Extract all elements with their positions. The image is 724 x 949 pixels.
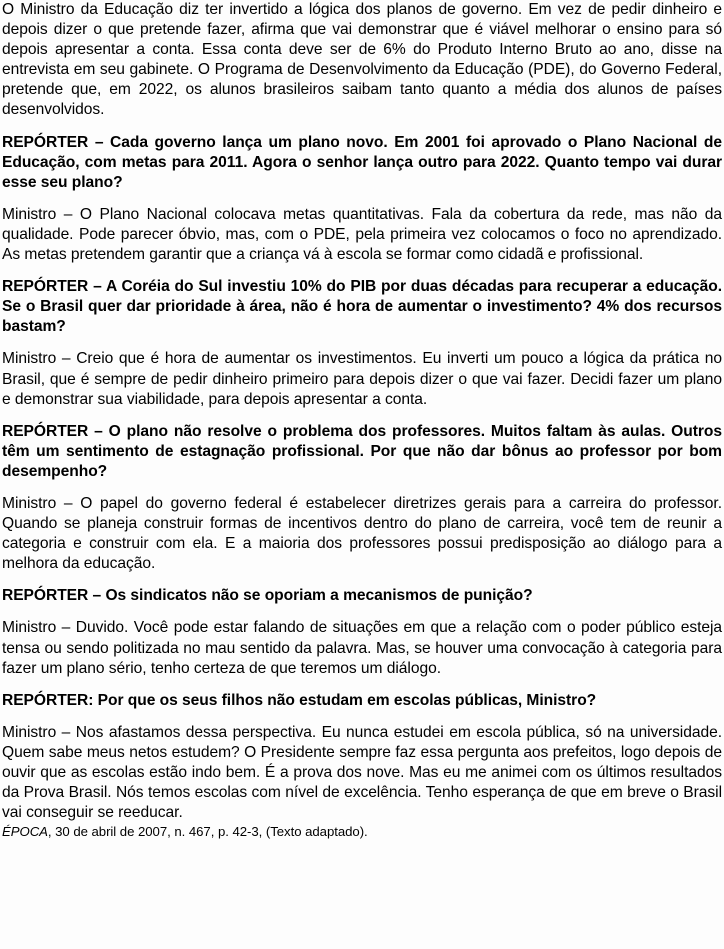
source-details: , 30 de abril de 2007, n. 467, p. 42-3, (Texto adaptado). <box>47 824 368 840</box>
paragraph-text: O Ministro da Educação diz ter invertido a lógica dos planos de governo. Em vez de pedir dinheiro e depois dizer o que pretende fazer, afirma que vai demonstrar que é viável melhorar o ensino para só depois apresentar a conta. Essa conta deve ser de 6% do Produto Interno Bruto ao ano, disse na entrevista em seu gabinete. O Programa de Desenvolvimento da Educação (PDE), do Governo Federal, pretende que, em 2022, os alunos brasileiros saibam tanto quanto a média dos alunos de países desenvolvidos. <box>2 1 722 119</box>
paragraph-text: O plano não resolve o problema dos professores. Muitos faltam às aulas. Outros têm um sentimento de estagnação profissional. Por que não dar bônus ao professor por bom desempenho? <box>2 422 722 480</box>
paragraph-text: Nos afastamos dessa perspectiva. Eu nunca estudei em escola pública, só na universidade. Quem sabe meus netos estudem? O Presidente sempre faz essa pergunta aos prefeitos, logo depois de ouvir que as escolas estão indo bem. É a prova dos nove. Mas eu me animei com os últimos resultados da Prova Brasil. Nós temos escolas com nível de excelência. Tenho esperança de que em breve o Brasil vai conseguir se reeducar. <box>2 723 722 822</box>
paragraph-text: A Coréia do Sul investiu 10% do PIB por duas décadas para recuperar a educação. Se o Brasil quer dar prioridade à área, não é hora de aumentar o investimento? 4% dos recursos bastam? <box>2 278 722 336</box>
paragraph-text: Por que os seus filhos não estudam em escolas públicas, Ministro? <box>97 691 597 709</box>
speaker-label: REPÓRTER – <box>2 278 106 296</box>
source-citation <box>2 824 722 840</box>
speaker-label: Ministro – <box>2 494 81 512</box>
paragraph-answer-2 <box>2 349 722 409</box>
paragraph-question-5 <box>2 691 722 711</box>
speaker-label: REPÓRTER – <box>2 422 109 440</box>
speaker-label: REPÓRTER – <box>2 587 106 605</box>
paragraph-question-2 <box>2 277 722 337</box>
speaker-label: Ministro – <box>2 205 80 223</box>
speaker-label: Ministro – <box>2 723 76 741</box>
paragraph-question-3 <box>2 422 722 482</box>
paragraph-answer-5 <box>2 723 722 823</box>
speaker-label: REPÓRTER – <box>2 133 111 151</box>
paragraph-question-1 <box>2 133 722 193</box>
paragraph-answer-4 <box>2 618 722 678</box>
paragraph-text: Creio que é hora de aumentar os investimentos. Eu inverti um pouco a lógica da prática no Brasil, que é sempre de pedir dinheiro primeiro para depois dizer o que vai fazer. Decidi fazer um plano e demonstrar sua viabilidade, para depois apresentar a conta. <box>2 350 723 408</box>
speaker-label: Ministro – <box>2 350 77 368</box>
paragraph-text: O papel do governo federal é estabelecer diretrizes gerais para a carreira do professor. Quando se planeja construir formas de incentivos dentro do plano de carreira, você tem de reunir a categoria e construir com ela. E a maioria dos professores possui predisposição ao diálogo para a melhora da educação. <box>2 494 722 573</box>
paragraph-intro <box>2 0 722 121</box>
speaker-label: Ministro – <box>2 619 76 637</box>
paragraph-text: Duvido. Você pode estar falando de situações em que a relação com o poder público esteja tensa ou sendo politizada no mau sentido da palavra. Mas, se houver uma convocação à categoria para fazer um plano sério, tenho certeza de que teremos um diálogo. <box>2 619 723 677</box>
paragraph-question-4 <box>2 586 722 606</box>
paragraph-answer-3 <box>2 494 722 574</box>
speaker-label: REPÓRTER: <box>2 691 98 709</box>
paragraph-text: Cada governo lança um plano novo. Em 2001 foi aprovado o Plano Nacional de Educação, com metas para 2011. Agora o senhor lança outro para 2022. Quanto tempo vai durar esse seu plano? <box>2 133 722 191</box>
source-publication: ÉPOCA <box>2 824 48 840</box>
paragraph-answer-1 <box>2 205 722 265</box>
paragraph-text: O Plano Nacional colocava metas quantitativas. Fala da cobertura da rede, mas não da qualidade. Pode parecer óbvio, mas, com o PDE, pela primeira vez colocamos o foco no aprendizado. As metas pretendem garantir que a criança vá à escola se formar como cidadã e profissional. <box>2 205 722 264</box>
paragraph-text: Os sindicatos não se oporiam a mecanismos de punição? <box>105 587 533 605</box>
